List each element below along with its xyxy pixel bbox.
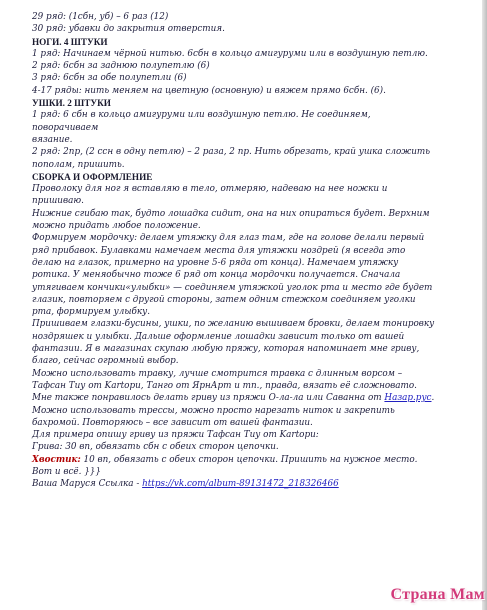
text-line: фантазии. Я в магазинах скупаю любую пряжу, которая напоминает мне гриву, xyxy=(32,344,420,355)
watermark-logo: Страна Мам xyxy=(390,586,485,603)
text-line: благо, сейчас огромный выбор. xyxy=(32,356,179,367)
text-line: пополам, пришить. xyxy=(32,159,125,170)
text-line: рта, формируем улыбку. xyxy=(32,307,151,318)
text-line: Нижние сгибаю так, будто лошадка сидит, она на них опираться будет. Верхним xyxy=(32,208,430,219)
text-line: бахромой. Повторяюсь – все зависит от вашей фантазии. xyxy=(32,417,313,428)
text-line: 2 ряд: 6сбн за заднюю полупетлю (6) xyxy=(32,61,210,72)
text-line: можно придать любое положение. xyxy=(32,221,201,232)
text-line: 2 ряд: 2пр, (2 ссн в одну петлю) – 2 раза, 2 пр. Нить обрезать, край ушка сложить xyxy=(32,147,431,158)
text-line: ноздряшек и улыбки. Дальше оформление лошадки зависит только от вашей xyxy=(32,331,405,342)
text-line: 4-17 ряды: нить меняем на цветную (основную) и вяжем прямо 6сбн. (6). xyxy=(32,85,386,96)
section-heading: СБОРКА И ОФОРМЛЕНИЕ xyxy=(32,171,153,182)
text-line: 29 ряд: (1сбн, уб) – 6 раз (12) xyxy=(32,12,169,22)
text-line: Можно использовать трессы, можно просто нарезать ниток и закрепить xyxy=(32,405,395,416)
page-edge xyxy=(482,0,487,610)
signature-text: Ваша Маруся Ссылка - xyxy=(32,479,143,490)
text-line-with-link xyxy=(32,392,472,404)
text-line: 3 ряд: 6сбн за обе полупетли (6) xyxy=(32,73,187,84)
section-heading: НОГИ. 4 ШТУКИ xyxy=(32,36,108,47)
tail-label: Хвостик: xyxy=(32,454,81,465)
text-line: Проволоку для ног я вставляю в тело, отмеряю, надеваю на нее ножки и xyxy=(32,184,388,195)
text-line: поворачиваем xyxy=(32,122,99,133)
text-line: пришиваю. xyxy=(32,196,84,207)
document-content xyxy=(32,11,472,491)
text-line: вязание. xyxy=(32,134,73,145)
shop-link[interactable]: Назар.рус xyxy=(384,393,432,404)
text-line: глазик, повторяем с другой стороны, затем одним стежком соединяем уголки xyxy=(32,294,416,305)
text-line: 1 ряд: Начинаем чёрной нитью. 6сбн в кольцо амигуруми или в воздушную петлю. xyxy=(32,48,428,59)
text-line: Грива: 30 вп, обвязать сбн с обеих сторон цепочки. xyxy=(32,442,279,453)
text-line: Пришиваем глазки-бусины, ушки, по желанию вышиваем бровки, делаем тонировку xyxy=(32,319,435,330)
section-heading: УШКИ. 2 ШТУКИ xyxy=(32,98,111,109)
text-line: ряд прибавок. Булавками намечаем места для утяжки ноздрей (я всегда это xyxy=(32,245,406,256)
text-line: утягиваем кончики«улыбки» — соединяем утяжкой уголок рта и место где будет xyxy=(32,282,433,293)
album-link[interactable]: https://vk.com/album-89131472_218326466 xyxy=(142,479,339,490)
text-line: Тафсан Тиу от Kartopu, Танго от ЯрнАрт и тп., правда, вязать её сложновато. xyxy=(32,380,417,391)
text-segment: Мне также понравилось делать гриву из пряжи О-ла-ла или Саванна от xyxy=(32,393,385,404)
text-line: Можно использовать травку, лучше смотрится травка с длинным ворсом – xyxy=(32,368,403,379)
text-line: делаю на глазок, примерно на уровне 5-6 ряда от конца). Намечаем утяжку xyxy=(32,257,399,268)
text-line: Формируем мордочку: делаем утяжку для глаз там, где на голове делали первый xyxy=(32,233,425,244)
text-line: Для примера опишу гриву из пряжи Тафсан Тиу от Kartopu: xyxy=(32,430,319,441)
text-line: ротика. У меняобычно тоже 6 ряд от конца мордочки получается. Сначала xyxy=(32,270,401,281)
text-line: Вот и всё. }}} xyxy=(32,466,101,477)
text-line: 1 ряд: 6 сбн в кольцо амигуруми или воздушную петлю. Не соединяем, xyxy=(32,110,371,121)
text-segment: . xyxy=(431,393,435,404)
signature-line xyxy=(32,478,472,490)
tail-instruction-line xyxy=(32,454,472,466)
text-segment: 10 вп, обвязать с обеих сторон цепочки. Пришить на нужное место. xyxy=(80,454,418,465)
text-line: 30 ряд: убавки до закрытия отверстия. xyxy=(32,24,225,35)
